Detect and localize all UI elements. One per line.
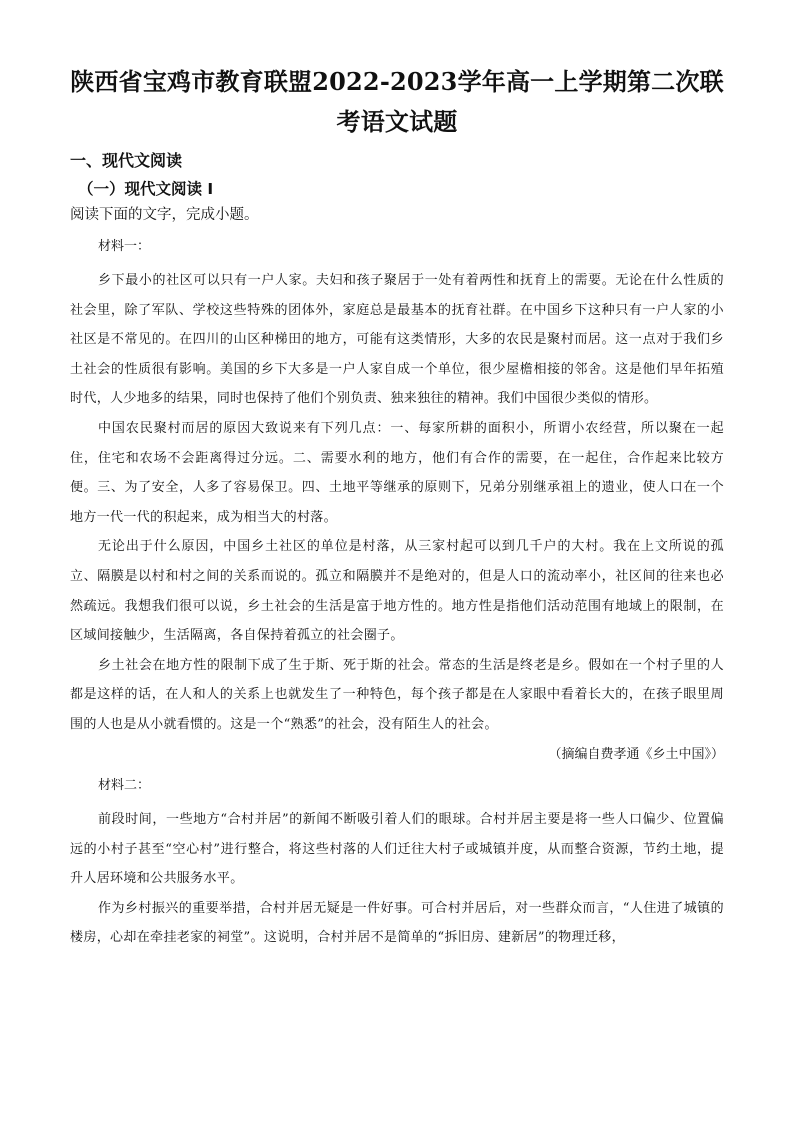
instruction-text: 阅读下面的文字，完成小题。	[70, 207, 259, 223]
material-2-paragraph-2: 作为乡村振兴的重要举措，合村并居无疑是一件好事。可合村并居后，对一些群众而言，“人住进了城镇的楼房，心却在牵挂老家的祠堂”。这说明，合村并居不是简单的“拆旧房、建新居”的物理迁移，	[70, 900, 724, 946]
material-1-paragraph-3: 无论出于什么原因，中国乡土社区的单位是村落，从三家村起可以到几千户的大村。我在上文所说的孤立、隔膜是以村和村之间的关系而说的。孤立和隔膜并不是绝对的，但是人口的流动率小，社区间的往来也必然疏远。我想我们很可以说，乡土社会的生活是富于地方性的。地方性是指他们活动范围有地域上的限制，在区域间接触少，生活隔离，各自保持着孤立的社会圈子。	[70, 539, 724, 644]
material-1-paragraph-4: 乡土社会在地方性的限制下成了生于斯、死于斯的社会。常态的生活是终老是乡。假如在一个村子里的人都是这样的话，在人和人的关系上也就发生了一种特色，每个孩子都是在人家眼中看着长大的，在孩子眼里周围的人也是从小就看惯的。这是一个“熟悉”的社会，没有陌生人的社会。	[70, 657, 724, 732]
material-1-paragraph-1: 乡下最小的社区可以只有一户人家。夫妇和孩子聚居于一处有着两性和抚育上的需要。无论在什么性质的社会里，除了军队、学校这些特殊的团体外，家庭总是最基本的抚育社群。在中国乡下这种只有一户人家的小社区是不常见的。在四川的山区种梯田的地方，可能有这类情形，大多的农民是聚村而居。这一点对于我们乡土社会的性质很有影响。美国的乡下大多是一户人家自成一个单位，很少屋檐相接的邻舍。这是他们早年拓殖时代，人少地多的结果，同时也保持了他们个别负责、独来独往的精神。我们中国很少类似的情形。	[70, 273, 724, 407]
material-2-paragraph-1: 前段时间，一些地方“合村并居”的新闻不断吸引着人们的眼球。合村并居主要是将一些人口偏少、位置偏远的小村子甚至“空心村”进行整合，将这些村落的人们迁往大村子或城镇并度，从而整合资源，节约土地，提升人居环境和公共服务水平。	[70, 812, 724, 887]
material-1-source: （摘编自费孝通《乡土中国》）	[548, 746, 724, 762]
section-heading: 一、现代文阅读	[70, 151, 183, 170]
document-title: 陕西省宝鸡市教育联盟2022-2023学年高一上学期第二次联考语文试题	[70, 67, 724, 136]
document-page	[70, 62, 724, 953]
subsection-heading: （一）现代文阅读 I	[78, 180, 214, 198]
material-1-label: 材料一：	[98, 239, 151, 254]
material-2-label: 材料二：	[98, 778, 151, 794]
material-1-paragraph-2: 中国农民聚村而居的原因大致说来有下列几点：一、每家所耕的面积小，所谓小农经营，所以聚在一起住，住宅和农场不会距离得过分远。二、需要水利的地方，他们有合作的需要，在一起住，合作起来比较方便。三、为了安全，人多了容易保卫。四、土地平等继承的原则下，兄弟分别继承祖上的遗业，使人口在一个地方一代一代的积起来，成为相当大的村落。	[70, 420, 724, 525]
